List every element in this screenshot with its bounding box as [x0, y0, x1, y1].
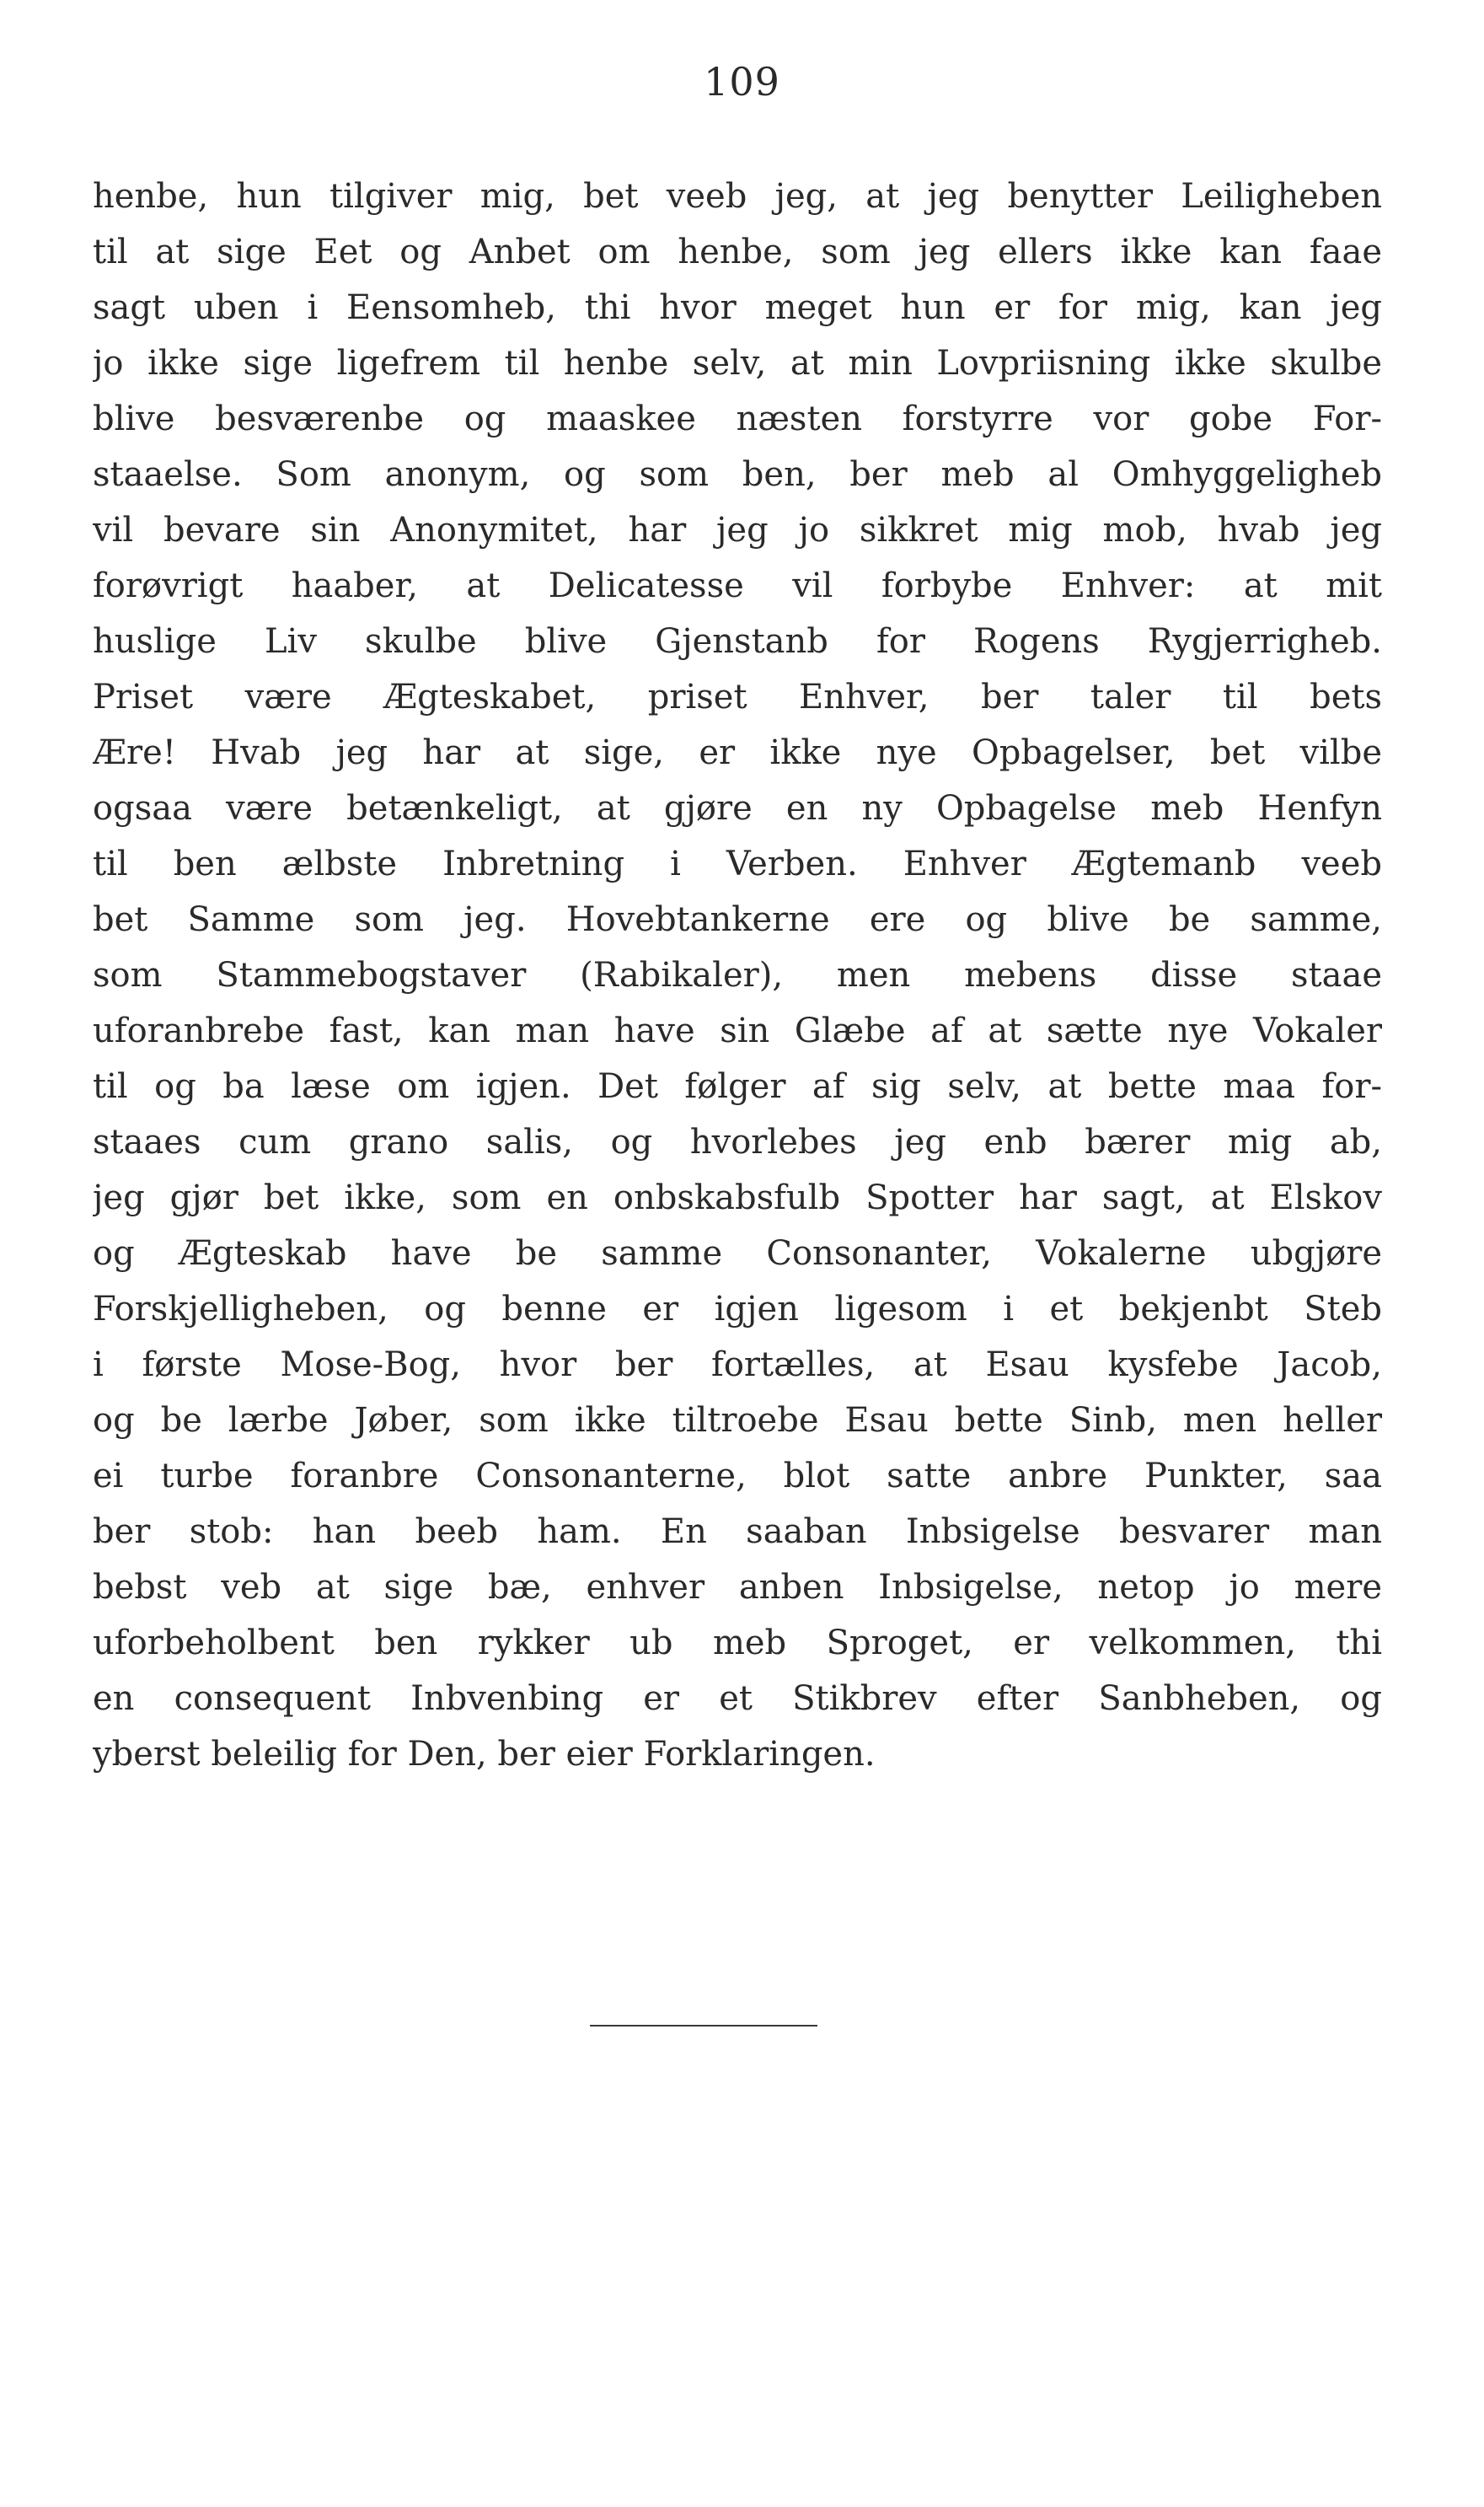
- text-line: til ben ælbste Inbretning i Verben. Enhver Ægtemanb veeb: [93, 845, 1382, 883]
- text-line: huslige Liv skulbe blive Gjenstanb for Rogens Rygjerrigheb.: [93, 622, 1382, 661]
- text-line: uforbeholbent ben rykker ub meb Sproget, er velkommen, thi: [93, 1624, 1382, 1662]
- text-line: ei turbe foranbre Consonanterne, blot satte anbre Punkter, saa: [93, 1457, 1382, 1495]
- text-line: staaelse. Som anonym, og som ben, ber meb al Omhyggeligheb: [93, 455, 1382, 494]
- text-line: blive besværenbe og maaskee næsten forstyrre vor gobe For-: [93, 400, 1382, 438]
- text-line: yberst beleilig for Den, ber eier Forklaringen.: [93, 1735, 876, 1774]
- text-line: og Ægteskab have be samme Consonanter, Vokalerne ubgjøre: [93, 1234, 1382, 1273]
- text-line: og be lærbe Jøber, som ikke tiltroebe Esau bette Sinb, men heller: [93, 1401, 1382, 1440]
- text-line: ogsaa være betænkeligt, at gjøre en ny Opbagelse meb Henfyn: [93, 789, 1382, 828]
- body-text: [93, 169, 1382, 1782]
- text-line: bet Samme som jeg. Hovebtankerne ere og blive be samme,: [93, 900, 1382, 939]
- text-line: jo ikke sige ligefrem til henbe selv, at min Lovpriisning ikke skulbe: [93, 344, 1382, 383]
- text-line: ber stob: han beeb ham. En saaban Inbsigelse besvarer man: [93, 1512, 1382, 1551]
- text-line: sagt uben i Eensomheb, thi hvor meget hun er for mig, kan jeg: [93, 288, 1382, 327]
- text-line: henbe, hun tilgiver mig, bet veeb jeg, at jeg benytter Leiligheben: [93, 177, 1382, 216]
- text-line: bebst veb at sige bæ, enhver anben Inbsigelse, netop jo mere: [93, 1568, 1382, 1607]
- text-line: Priset være Ægteskabet, priset Enhver, ber taler til bets: [93, 678, 1382, 717]
- text-line: i første Mose-Bog, hvor ber fortælles, at Esau kysfebe Jacob,: [93, 1345, 1382, 1384]
- text-line: Ære! Hvab jeg har at sige, er ikke nye Opbagelser, bet vilbe: [93, 733, 1382, 772]
- text-line: til og ba læse om igjen. Det følger af sig selv, at bette maa for-: [93, 1067, 1382, 1106]
- text-line: som Stammebogstaver (Rabikaler), men mebens disse staae: [93, 956, 1382, 995]
- text-line: Forskjelligheben, og benne er igjen ligesom i et bekjenbt Steb: [93, 1290, 1382, 1329]
- text-line: vil bevare sin Anonymitet, har jeg jo sikkret mig mob, hvab jeg: [93, 511, 1382, 550]
- text-line: uforanbrebe fast, kan man have sin Glæbe af at sætte nye Vokaler: [93, 1012, 1382, 1050]
- text-line: forøvrigt haaber, at Delicatesse vil forbybe Enhver: at mit: [93, 566, 1382, 605]
- text-line: jeg gjør bet ikke, som en onbskabsfulb Spotter har sagt, at Elskov: [93, 1178, 1382, 1217]
- page-number: 109: [704, 59, 780, 105]
- text-line: en consequent Inbvenbing er et Stikbrev efter Sanbheben, og: [93, 1679, 1382, 1718]
- section-divider: [590, 2025, 817, 2027]
- text-line: til at sige Eet og Anbet om henbe, som jeg ellers ikke kan faae: [93, 233, 1382, 271]
- text-line: staaes cum grano salis, og hvorlebes jeg enb bærer mig ab,: [93, 1123, 1382, 1162]
